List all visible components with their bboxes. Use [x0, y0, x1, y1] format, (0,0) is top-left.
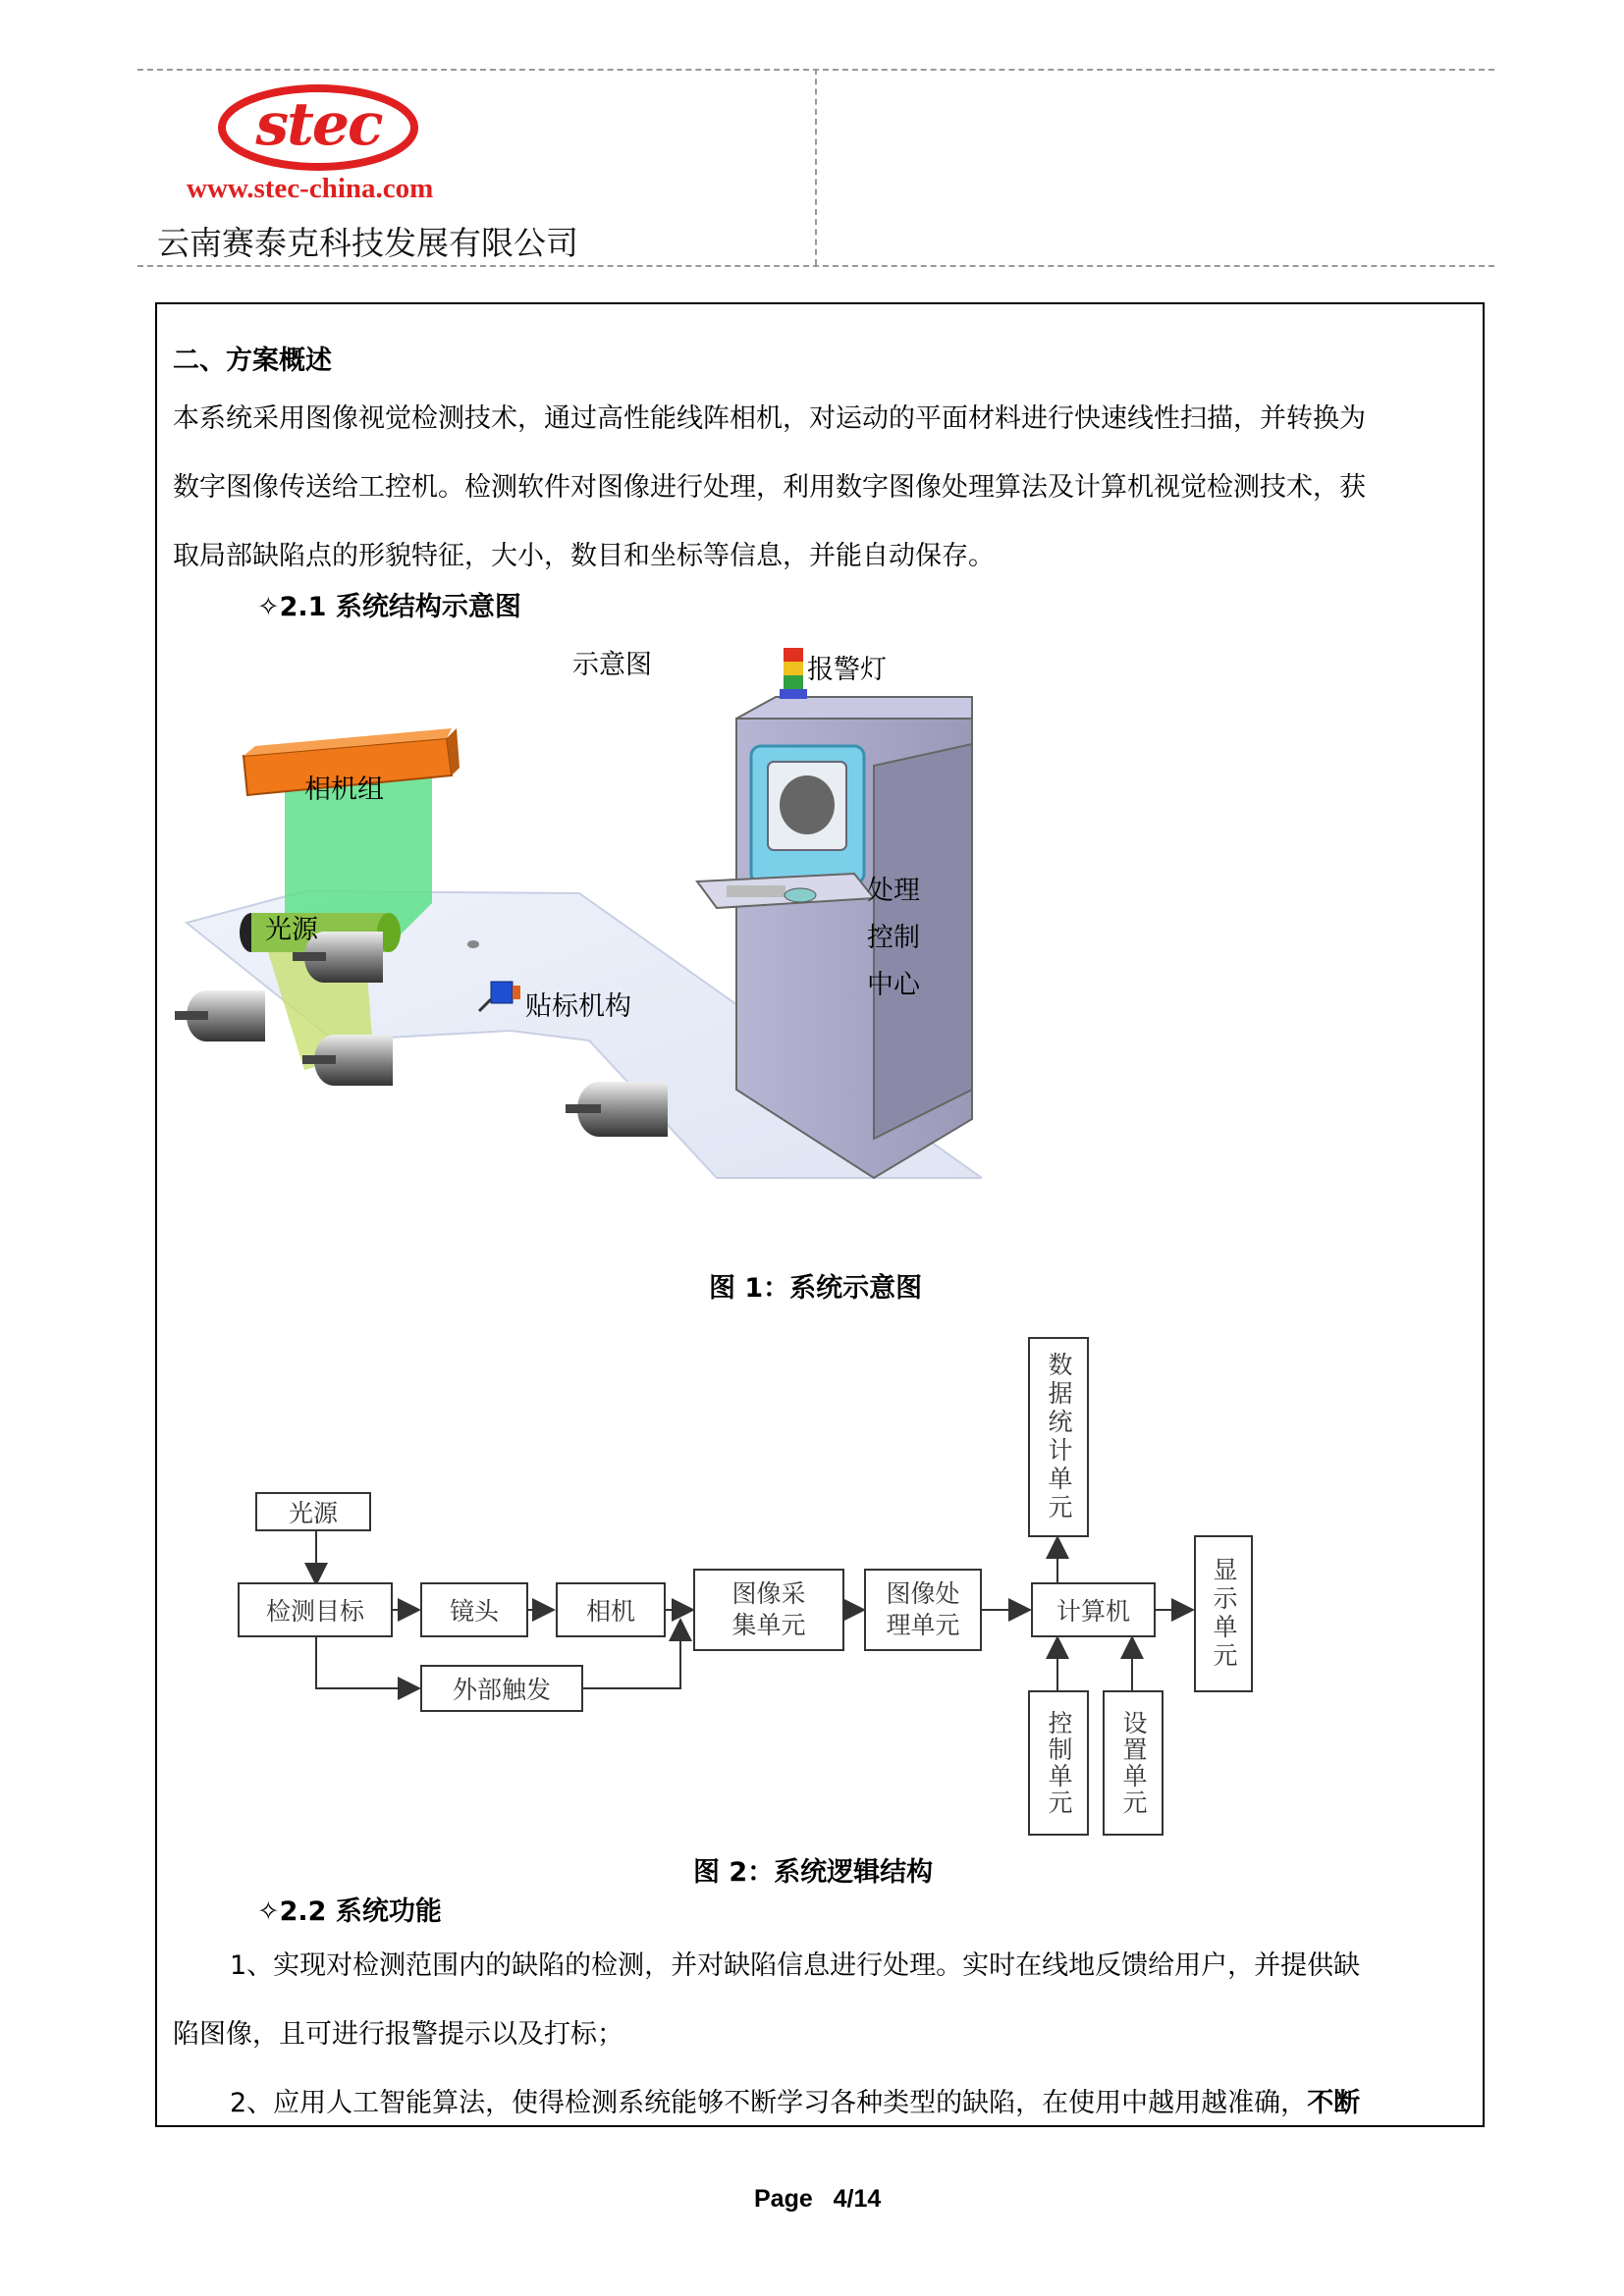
settings-unit-box: 设置单元: [1103, 1690, 1164, 1836]
camera-group-label: 相机组: [304, 774, 384, 805]
subsection-2-2: ✧2.2 系统功能: [257, 1896, 442, 1927]
camera-box: 相机: [556, 1582, 666, 1637]
section-title: 二、方案概述: [173, 346, 332, 376]
processing-line-2: 理单元: [886, 1611, 960, 1639]
processing-unit-box: [864, 1569, 982, 1651]
figure-1-caption: 图 1：系统示意图: [709, 1273, 923, 1304]
computer-box: 计算机: [1031, 1582, 1156, 1637]
function-1-line-2: 陷图像，且可进行报警提示以及打标；: [173, 2019, 623, 2050]
subsection-2-1: ✧2.1 系统结构示意图: [257, 592, 521, 622]
page-label: Page: [754, 2185, 813, 2213]
diagram-title-label: 示意图: [572, 650, 652, 680]
center-label-1: 处理: [867, 876, 920, 906]
stats-unit-box: 数据统计单元: [1028, 1337, 1089, 1537]
center-label-2: 控制: [867, 923, 920, 953]
trigger-box: 外部触发: [420, 1665, 583, 1712]
intro-line-2: 数字图像传送给工控机。检测软件对图像进行处理，利用数字图像处理算法及计算机视觉检测技术，获: [173, 472, 1366, 503]
light-source-box: 光源: [255, 1492, 371, 1531]
intro-line-3: 取局部缺陷点的形貌特征，大小，数目和坐标等信息，并能自动保存。: [173, 541, 995, 571]
target-box: 检测目标: [238, 1582, 393, 1637]
light-source-label: 光源: [265, 915, 318, 945]
figure-2-caption: 图 2：系统逻辑结构: [693, 1857, 934, 1888]
function-2-line: [230, 2069, 1360, 2138]
control-unit-box: 控制单元: [1028, 1690, 1089, 1836]
acquisition-line-2: 集单元: [731, 1611, 806, 1639]
acquisition-unit-box: [693, 1569, 844, 1651]
center-label-3: 中心: [867, 970, 920, 1000]
page-number: 4/14: [833, 2185, 882, 2213]
display-unit-box: 显示单元: [1194, 1535, 1253, 1692]
processing-line-1: 图像处: [886, 1579, 960, 1608]
lens-box: 镜头: [420, 1582, 528, 1637]
logo-text: stec: [255, 90, 382, 159]
alarm-light-label: 报警灯: [807, 655, 887, 685]
page-footer: [754, 2185, 881, 2214]
website-url[interactable]: www.stec-china.com: [187, 173, 434, 204]
acquisition-line-1: 图像采: [731, 1579, 806, 1608]
function-1-line-1: 1、实现对检测范围内的缺陷的检测，并对缺陷信息进行处理。实时在线地反馈给用户，并提供缺: [230, 1950, 1361, 1981]
function-2-text: 2、应用人工智能算法，使得检测系统能够不断学习各种类型的缺陷，在使用中越用越准确，: [230, 2088, 1308, 2118]
function-2-bold: 不断: [1307, 2088, 1361, 2118]
company-name: 云南赛泰克科技发展有限公司: [157, 224, 578, 262]
intro-line-1: 本系统采用图像视觉检测技术，通过高性能线阵相机，对运动的平面材料进行快速线性扫描，并转换为: [173, 403, 1366, 434]
labeling-mechanism-label: 贴标机构: [525, 991, 631, 1022]
